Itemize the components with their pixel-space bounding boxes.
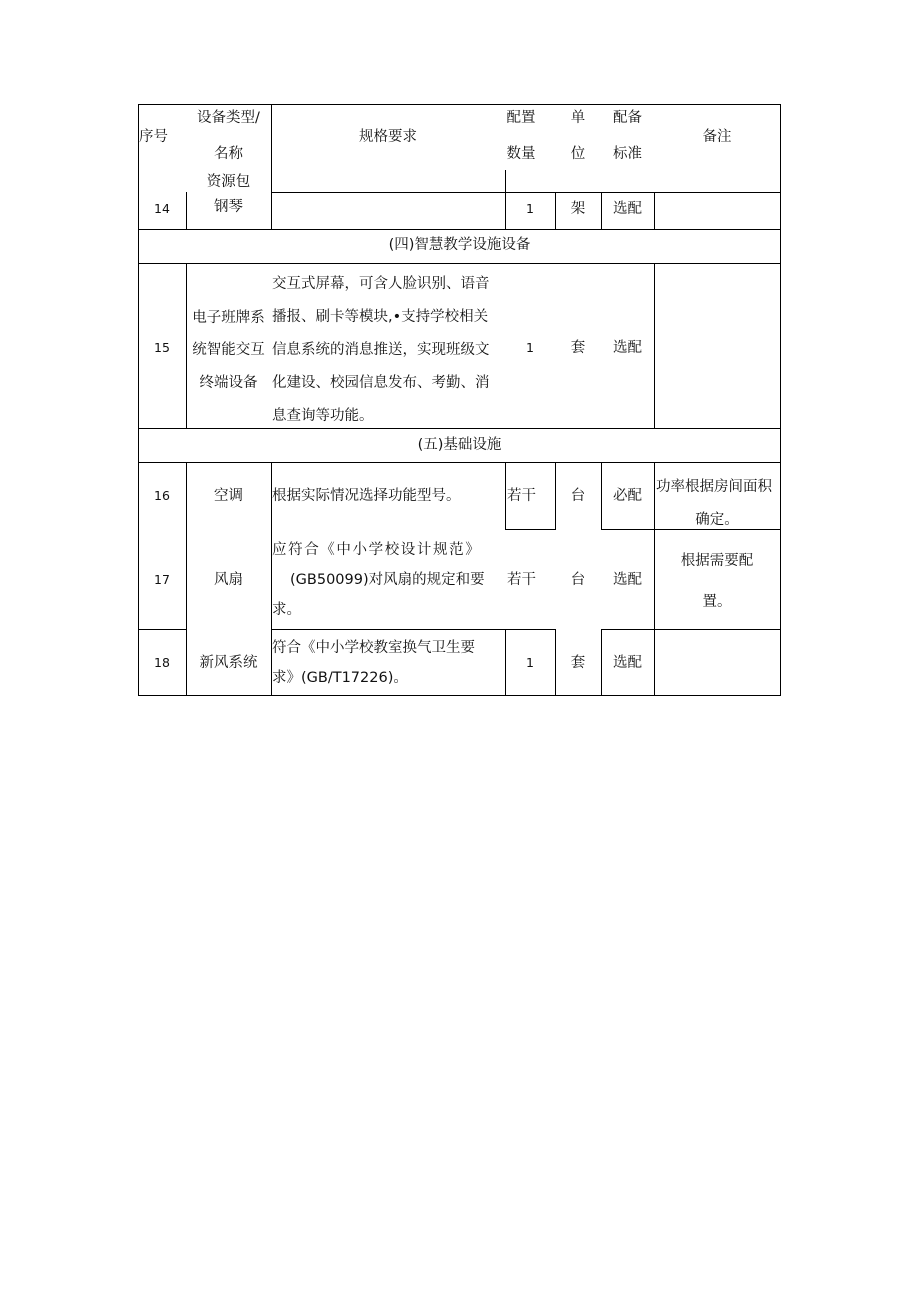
row15-unit: 套 — [570, 340, 586, 356]
border-header-bottom — [271, 192, 781, 193]
border-row16-std-bottom — [601, 529, 781, 530]
border-row17-bottom-b — [271, 629, 555, 630]
border-row14-bottom — [138, 229, 781, 230]
header-type-line2: 名称 — [214, 146, 243, 162]
row16-std: 必配 — [613, 488, 642, 504]
row15-name-line1: 电子班牌系 — [192, 310, 265, 326]
row18-unit: 套 — [570, 655, 586, 671]
border-sec5-bottom — [138, 462, 781, 463]
row14-std: 选配 — [613, 201, 642, 217]
row16-index: 16 — [154, 488, 170, 503]
border-bottom — [138, 695, 781, 696]
row17-index: 17 — [154, 572, 170, 587]
divider-std-a — [654, 192, 655, 230]
row15-index: 15 — [154, 340, 170, 355]
section-5-heading: (五)基础设施 — [417, 437, 502, 453]
row14-name: 钢琴 — [214, 199, 243, 215]
row15-spec-line2: 播报、刷卡等模块,•支持学校相关 — [272, 309, 489, 325]
row18-index: 18 — [154, 655, 170, 670]
row15-qty: 1 — [526, 340, 534, 355]
row18-std: 选配 — [613, 655, 642, 671]
divider-name-a — [271, 104, 272, 230]
row15-spec-line3: 信息系统的消息推送，实现班级文 — [272, 342, 490, 358]
row15-name-line3: 终端设备 — [199, 375, 258, 391]
row18-qty: 1 — [526, 655, 534, 670]
row15-std: 选配 — [613, 340, 642, 356]
row15-spec-line1: 交互式屏幕，可含人脸识别、语音 — [272, 276, 490, 292]
border-row15-bottom — [138, 428, 781, 429]
row18-spec-line2: 求》(GB/T17226)。 — [272, 670, 408, 686]
row15-name-line2: 统智能交互 — [192, 342, 265, 358]
border-right — [780, 104, 781, 696]
header-note: 备注 — [702, 129, 732, 145]
row17-unit: 台 — [570, 572, 586, 588]
border-top — [138, 104, 781, 105]
row14-index: 14 — [154, 201, 170, 216]
header-std-line2: 标准 — [613, 146, 642, 162]
row16-name: 空调 — [214, 488, 243, 504]
header-type-line1: 设备类型/ — [197, 110, 260, 126]
header-std-line1: 配备 — [613, 110, 642, 126]
row15-spec-line5: 息查询等功能。 — [272, 408, 374, 424]
border-row17-bottom-a — [138, 629, 186, 630]
border-row16-qty-bottom — [505, 529, 555, 530]
row17-std: 选配 — [613, 572, 642, 588]
row17-spec-line1: 应符合《中小学校设计规范》 — [272, 542, 482, 558]
header-unit-line1: 单 — [570, 110, 586, 126]
header-qty-line1: 配置 — [506, 110, 536, 126]
row17-name: 风扇 — [214, 572, 243, 588]
row18-name: 新风系统 — [199, 655, 258, 671]
section-4-heading: (四)智慧教学设施设备 — [388, 237, 531, 253]
row17-spec-line2: (GB50099)对风扇的规定和要 — [290, 572, 485, 588]
row16-unit: 台 — [570, 488, 586, 504]
row16-qty: 若干 — [507, 488, 536, 504]
divider-spec-c — [505, 462, 506, 530]
header-index: 序号 — [139, 129, 168, 145]
row17-note-line2: 置。 — [702, 594, 732, 610]
row14-unit: 架 — [570, 201, 586, 217]
row17-spec-line3: 求。 — [272, 602, 301, 618]
divider-std-b — [654, 263, 655, 429]
row15-spec-line4: 化建设、校园信息发布、考勤、消 — [272, 375, 490, 391]
border-sec4-bottom — [138, 263, 781, 264]
border-row17-bottom-c — [601, 629, 781, 630]
row14-package-label: 资源包 — [206, 174, 251, 190]
header-qty-line2: 数量 — [506, 146, 536, 162]
border-left — [138, 104, 139, 696]
row16-note-line1: 功率根据房间面积 — [656, 479, 772, 495]
divider-std-c — [654, 462, 655, 696]
row18-spec-line1: 符合《中小学校教室换气卫生要 — [272, 640, 475, 656]
row16-spec: 根据实际情况选择功能型号。 — [272, 488, 461, 504]
row16-note-line2: 确定。 — [695, 512, 739, 528]
row17-note-line1: 根据需要配 — [680, 553, 754, 569]
row17-qty: 若干 — [507, 572, 536, 588]
header-spec: 规格要求 — [359, 129, 417, 145]
row14-qty: 1 — [526, 201, 534, 216]
header-unit-line2: 位 — [570, 146, 586, 162]
